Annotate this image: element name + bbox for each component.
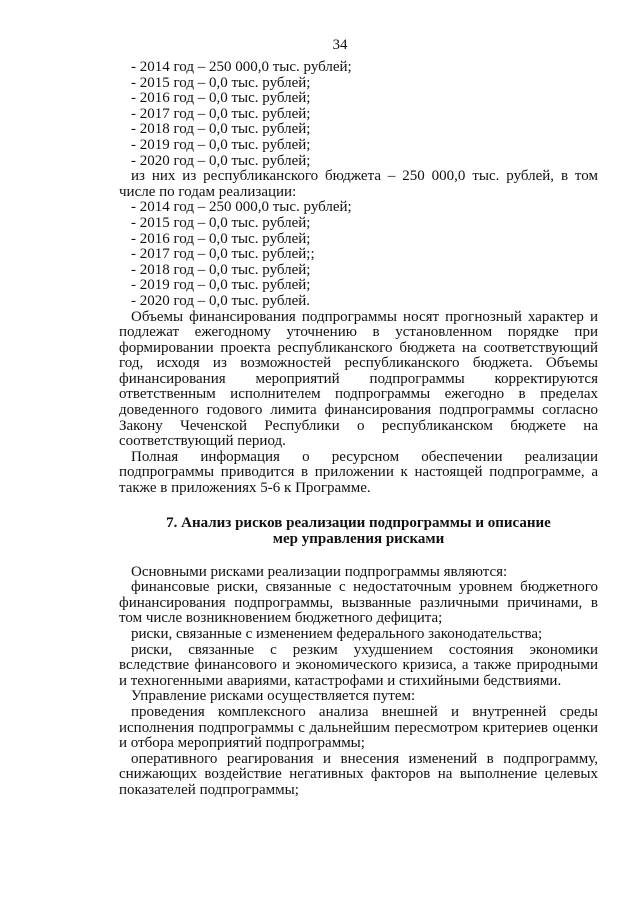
management-intro-paragraph: Управление рисками осуществляется путем: [131,688,416,705]
spacer [119,497,598,515]
funding-by-year-list [119,60,598,169]
analysis-measure-paragraph: проведения комплексного анализа внешней и внутренней среды исполнения подпрограммы с дальнейшим пересмотром критериев оценки и отбора мероприятий подпрограммы; [119,703,598,752]
list-item: - 2019 год – 0,0 тыс. рублей; [131,277,311,294]
response-measure-paragraph: оперативного реагирования и внесения изменений в подпрограмму, снижающих воздействие негативных факторов на выполнение целевых показателей подпрограммы; [119,750,598,798]
list-item: - 2015 год – 0,0 тыс. рублей; [131,214,311,231]
republican-by-year-list [119,200,598,309]
list-item: - 2020 год – 0,0 тыс. рублей. [131,292,311,309]
section-heading-line: мер управления рисками [272,530,445,547]
list-item: - 2016 год – 0,0 тыс. рублей; [131,230,311,247]
economy-risk-paragraph: риски, связанные с резким ухудшением состояния экономики вследствие финансового и экономического кризиса, а также природными и техногенными авариями, катастрофами и стихийными бедствиями. [119,641,598,689]
list-item: - 2018 год – 0,0 тыс. рублей; [131,121,311,138]
republican-budget-paragraph: из них из республиканского бюджета – 250 000,0 тыс. рублей, в том числе по годам реализации: [119,168,598,200]
list-item: - 2014 год – 250 000,0 тыс. рублей; [131,199,352,216]
list-item: - 2017 год – 0,0 тыс. рублей;; [131,246,315,263]
list-item: - 2016 год – 0,0 тыс. рублей; [131,90,311,107]
section-heading-line: 7. Анализ рисков реализации подпрограммы и описание [166,514,551,531]
legislation-risk-paragraph: риски, связанные с изменением федерального законодательства; [131,626,543,642]
page-content [119,60,598,799]
list-item: - 2014 год – 250 000,0 тыс. рублей; [131,59,352,75]
list-item: - 2017 год – 0,0 тыс. рублей; [131,105,311,122]
risks-intro-paragraph: Основными рисками реализации подпрограммы являются: [131,563,508,580]
spacer [119,547,598,565]
list-item: - 2019 год – 0,0 тыс. рублей; [131,136,311,153]
financial-risk-paragraph: финансовые риски, связанные с недостаточным уровнем бюджетного финансирования подпрограммы, вызванные различными причинами, в том числе возникновением бюджетного дефицита; [119,579,598,627]
section-heading [119,515,598,547]
page-number: 34 [332,37,348,53]
funding-volumes-paragraph: Объемы финансирования подпрограммы носят прогнозный характер и подлежат ежегодному уточнению в установленном порядке при формировании проекта республиканского бюджета на соответствующий год, исходя из возможностей республиканского бюджета. Объемы финансирования мероприятий подпрограммы корректируются ответственным исполнителем подпрограммы ежегодно в пределах доведенного годового лимита финансирования подпрограммы согласно Закону Чеченской Республики о республиканском бюджете на соответствующий период. [119,308,598,450]
list-item: - 2015 год – 0,0 тыс. рублей; [131,74,311,91]
resource-info-paragraph: Полная информация о ресурсном обеспечении реализации подпрограммы приводится в приложении к настоящей подпрограмме, а также в приложениях 5-6 к Программе. [119,448,598,497]
list-item: - 2020 год – 0,0 тыс. рублей; [131,152,311,169]
list-item: - 2018 год – 0,0 тыс. рублей; [131,261,311,278]
